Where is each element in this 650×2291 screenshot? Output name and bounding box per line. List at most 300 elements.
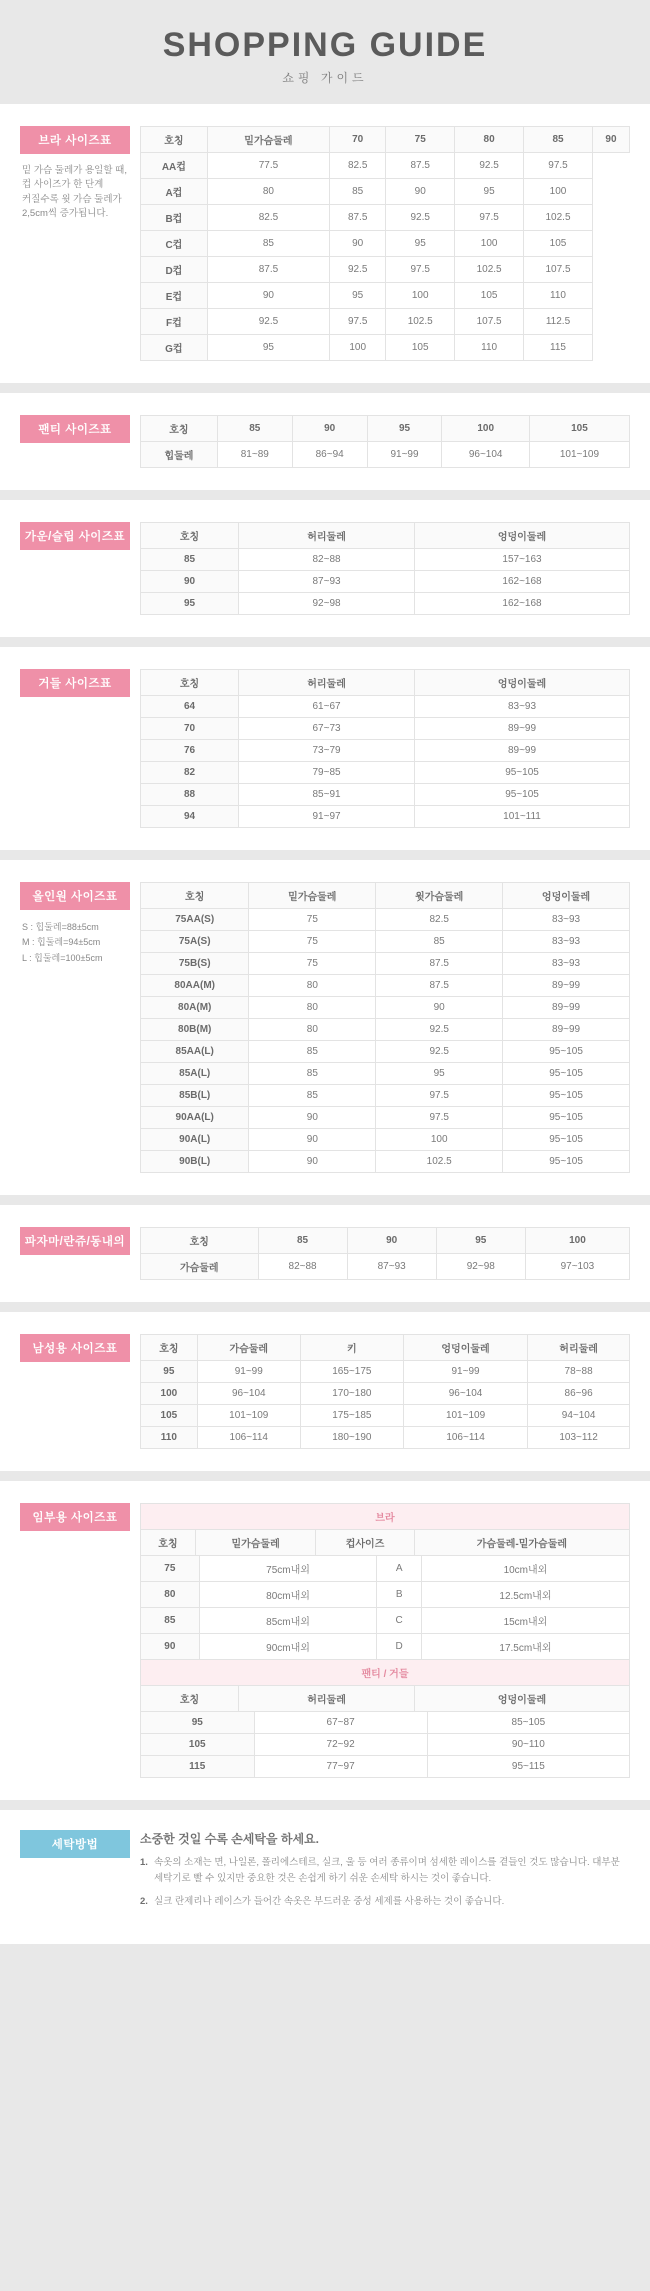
table-header-row — [141, 127, 630, 153]
table-row-header: 115 — [141, 1756, 255, 1778]
table-cell: 78~88 — [528, 1361, 630, 1383]
table-cell: 89~99 — [503, 975, 630, 997]
section-maternity — [0, 1481, 650, 1800]
table-header-cell: 엉덩이둘레 — [403, 1335, 527, 1361]
section-note: 밑 가슴 둘레가 용일할 때, 컵 사이즈가 한 단계 커질수록 윗 가슴 둘레가 2,5cm씩 증가됩니다. — [22, 165, 127, 219]
table-cell: 110 — [524, 283, 593, 309]
section-5 — [0, 860, 650, 1195]
table-cell: 101~111 — [415, 806, 630, 828]
table-header-cell: 호칭 — [141, 523, 239, 549]
table-row-header: B컵 — [141, 205, 208, 231]
table-header-cell: 가슴둘레-밑가슴둘레 — [414, 1530, 629, 1556]
table-cell: 90 — [386, 179, 455, 205]
table-cell: 97.5 — [330, 309, 386, 335]
table-row — [141, 1107, 630, 1129]
table-header-cell: 95 — [367, 416, 442, 442]
table-cell: 80cm내외 — [199, 1582, 377, 1608]
table-row — [141, 909, 630, 931]
table-header-cell: 엉덩이둘레 — [503, 883, 630, 909]
section-tag-maternity: 임부용 사이즈표 — [20, 1503, 130, 1531]
table-header-cell: 호칭 — [141, 1335, 198, 1361]
table-cell: 170~180 — [300, 1383, 403, 1405]
table-cell: 95 — [376, 1063, 503, 1085]
table-row — [141, 309, 630, 335]
table-cell: 162~168 — [415, 593, 630, 615]
table-row — [141, 571, 630, 593]
maternity-bra-body — [140, 1555, 630, 1660]
section-right-maternity — [140, 1503, 630, 1778]
section-left — [20, 669, 140, 697]
table-cell: 90 — [249, 1107, 376, 1129]
table-row — [141, 718, 630, 740]
table-header-cell: 키 — [300, 1335, 403, 1361]
table-cell: 67~73 — [239, 718, 415, 740]
table-cell: B — [377, 1582, 422, 1608]
table-cell: 100 — [524, 179, 593, 205]
table-row-header: 85A(L) — [141, 1063, 249, 1085]
section-divider — [0, 850, 650, 860]
table-row — [141, 549, 630, 571]
table-row-header: 90A(L) — [141, 1129, 249, 1151]
table-cell: 82.5 — [376, 909, 503, 931]
table-header-cell: 75 — [386, 127, 455, 153]
section-divider — [0, 637, 650, 647]
table-cell: 107.5 — [524, 257, 593, 283]
section-1 — [0, 104, 650, 383]
table-cell: 97~103 — [525, 1254, 629, 1280]
table-cell: 180~190 — [300, 1427, 403, 1449]
table-cell: 100 — [455, 231, 524, 257]
table-cell: 90 — [330, 231, 386, 257]
table-cell: 157~163 — [415, 549, 630, 571]
table-row-header: 70 — [141, 718, 239, 740]
table-header-cell: 허리둘레 — [239, 523, 415, 549]
table-cell: 92.5 — [376, 1019, 503, 1041]
table-cell: 82.5 — [207, 205, 329, 231]
table-header-row — [141, 1686, 630, 1712]
table-cell: 101~109 — [197, 1405, 300, 1427]
section-right — [140, 882, 630, 1173]
table-row-header: A컵 — [141, 179, 208, 205]
size-table — [140, 415, 630, 468]
section-left — [20, 1227, 140, 1255]
table-cell: 96~104 — [442, 442, 529, 468]
table-cell: 101~109 — [529, 442, 629, 468]
table-row — [141, 1129, 630, 1151]
table-cell: 95~105 — [415, 762, 630, 784]
section-left — [20, 882, 140, 966]
table-cell: 17.5cm내외 — [421, 1634, 629, 1660]
table-cell: 101~109 — [403, 1405, 527, 1427]
table-row-header: 80A(M) — [141, 997, 249, 1019]
table-row — [141, 1383, 630, 1405]
table-row — [141, 975, 630, 997]
section-left — [20, 522, 140, 550]
table-row-header: 75A(S) — [141, 931, 249, 953]
section-tag: 브라 사이즈표 — [20, 126, 130, 154]
table-cell: 77~97 — [254, 1756, 427, 1778]
table-header-cell: 85 — [524, 127, 593, 153]
table-cell: 106~114 — [403, 1427, 527, 1449]
table-cell: 95~105 — [415, 784, 630, 806]
size-chart-sections — [0, 104, 650, 1471]
table-cell: 102.5 — [376, 1151, 503, 1173]
table-row — [141, 283, 630, 309]
section-2 — [0, 393, 650, 490]
table-row — [141, 179, 630, 205]
table-cell: 102.5 — [524, 205, 593, 231]
table-row-header: 90AA(L) — [141, 1107, 249, 1129]
table-cell: 82~88 — [258, 1254, 347, 1280]
table-row-header: 90 — [141, 1634, 200, 1660]
table-row — [141, 205, 630, 231]
table-row — [141, 231, 630, 257]
table-header-cell: 호칭 — [141, 416, 218, 442]
wash-title: 소중한 것일 수록 손세탁을 하세요. — [140, 1832, 319, 1846]
table-cell: 95~105 — [503, 1063, 630, 1085]
table-cell: 97.5 — [455, 205, 524, 231]
table-cell: 105 — [386, 335, 455, 361]
wash-item-text: 속옷의 소재는 면, 나일론, 폴리에스테르, 실크, 울 등 여러 종류이며 섬세한 레이스를 곁들인 것도 많습니다. 대부분 세탁기로 빨 수 있지만 중요한 것은 손쉽게 하기 쉬운 손세탁 하시는 것이 좋습니다. — [154, 1857, 620, 1884]
table-cell: 97.5 — [524, 153, 593, 179]
section-divider — [0, 490, 650, 500]
table-cell: 83~93 — [415, 696, 630, 718]
table-cell: 115 — [524, 335, 593, 361]
table-row — [141, 1151, 630, 1173]
table-row-header: 85 — [141, 549, 239, 571]
table-cell: 87.5 — [330, 205, 386, 231]
table-header-cell: 70 — [330, 127, 386, 153]
table-header-row — [141, 416, 630, 442]
table-header-cell: 90 — [592, 127, 629, 153]
table-cell: 96~104 — [403, 1383, 527, 1405]
table-cell: 85 — [249, 1085, 376, 1107]
table-row-header: 80AA(M) — [141, 975, 249, 997]
table-cell: 83~93 — [503, 931, 630, 953]
table-row-header: AA컵 — [141, 153, 208, 179]
table-row-header: 64 — [141, 696, 239, 718]
table-row — [141, 335, 630, 361]
table-row-header: 75AA(S) — [141, 909, 249, 931]
table-cell: 165~175 — [300, 1361, 403, 1383]
section-left — [20, 1334, 140, 1362]
table-cell: 75 — [249, 909, 376, 931]
table-cell: 92.5 — [330, 257, 386, 283]
table-row-header: F컵 — [141, 309, 208, 335]
table-row — [141, 1712, 630, 1734]
section-tag: 남성용 사이즈표 — [20, 1334, 130, 1362]
table-cell: 91~99 — [197, 1361, 300, 1383]
table-cell: 95~105 — [503, 1041, 630, 1063]
table-row-header: 76 — [141, 740, 239, 762]
wash-list-item — [140, 1855, 630, 1886]
table-row — [141, 593, 630, 615]
table-row — [141, 740, 630, 762]
table-cell: 95~105 — [503, 1129, 630, 1151]
table-cell: 82~88 — [239, 549, 415, 571]
section-left — [20, 126, 140, 221]
table-cell: 92.5 — [207, 309, 329, 335]
table-header-cell: 밑가슴둘레 — [207, 127, 329, 153]
table-cell: 82.5 — [330, 153, 386, 179]
table-cell: 83~93 — [503, 953, 630, 975]
table-cell: 100 — [330, 335, 386, 361]
table-row — [141, 1634, 630, 1660]
table-cell: 105 — [455, 283, 524, 309]
table-header-row — [141, 523, 630, 549]
section-4 — [0, 647, 650, 850]
size-table — [140, 522, 630, 615]
table-header-cell: 80 — [455, 127, 524, 153]
table-row-header: 75 — [141, 1556, 200, 1582]
table-header-row — [141, 1335, 630, 1361]
table-cell: 61~67 — [239, 696, 415, 718]
table-row-header: 85AA(L) — [141, 1041, 249, 1063]
table-cell: 97.5 — [386, 257, 455, 283]
table-cell: 94~104 — [528, 1405, 630, 1427]
section-left — [20, 415, 140, 443]
table-row-header: 80 — [141, 1582, 200, 1608]
table-cell: 89~99 — [415, 740, 630, 762]
maternity-bra-table — [140, 1503, 630, 1556]
table-row-header: 80B(M) — [141, 1019, 249, 1041]
table-header-row — [141, 1530, 630, 1556]
table-cell: 92~98 — [239, 593, 415, 615]
section-right — [140, 1334, 630, 1449]
table-cell: 67~87 — [254, 1712, 427, 1734]
table-cell: 12.5cm내외 — [421, 1582, 629, 1608]
table-header-cell: 85 — [258, 1228, 347, 1254]
section-note: S : 힙둘레=88±5cm M : 힙둘레=94±5cm L : 힙둘레=100±5cm — [22, 922, 103, 963]
table-cell: 86~96 — [528, 1383, 630, 1405]
table-row-header: 82 — [141, 762, 239, 784]
section-right — [140, 415, 630, 468]
section-7 — [0, 1312, 650, 1471]
table-row-header: 94 — [141, 806, 239, 828]
table-header-cell: 엉덩이둘레 — [415, 523, 630, 549]
page-title: SHOPPING GUIDE — [162, 26, 488, 64]
table-cell: 90cm내외 — [199, 1634, 377, 1660]
section-left-maternity — [20, 1503, 140, 1531]
table-header-cell: 가슴둘레 — [197, 1335, 300, 1361]
table-cell: 92~98 — [436, 1254, 525, 1280]
table-header-cell: 밑가슴둘레 — [195, 1530, 315, 1556]
table-cell: 95~105 — [503, 1085, 630, 1107]
table-header-cell: 호칭 — [141, 1686, 239, 1712]
table-row-header: 85 — [141, 1608, 200, 1634]
section-tag: 가운/슬립 사이즈표 — [20, 522, 130, 550]
section-divider — [0, 1800, 650, 1810]
table-row-header: E컵 — [141, 283, 208, 309]
table-header-cell: 밑가슴둘레 — [249, 883, 376, 909]
maternity-panty-table — [140, 1659, 630, 1712]
section-left-wash — [20, 1830, 140, 1858]
table-cell: 87.5 — [376, 953, 503, 975]
table-row — [141, 784, 630, 806]
table-row — [141, 997, 630, 1019]
table-cell: 87.5 — [207, 257, 329, 283]
section-tag: 올인원 사이즈표 — [20, 882, 130, 910]
section-divider — [0, 383, 650, 393]
table-cell: 102.5 — [386, 309, 455, 335]
table-header-cell: 105 — [529, 416, 629, 442]
table-cell: 95 — [207, 335, 329, 361]
table-cell: 86~94 — [292, 442, 367, 468]
table-row — [141, 1608, 630, 1634]
table-cell: 106~114 — [197, 1427, 300, 1449]
table-cell: 80 — [249, 1019, 376, 1041]
table-cell: 95~115 — [427, 1756, 629, 1778]
table-row-header: 85B(L) — [141, 1085, 249, 1107]
table-cell: 91~99 — [367, 442, 442, 468]
section-wash — [0, 1810, 650, 1944]
table-header-cell: 90 — [347, 1228, 436, 1254]
table-cell: 92.5 — [455, 153, 524, 179]
table-row — [141, 257, 630, 283]
table-cell: 90 — [249, 1151, 376, 1173]
table-header-row — [141, 670, 630, 696]
table-row-header: 90 — [141, 571, 239, 593]
table-header-cell: 호칭 — [141, 127, 208, 153]
table-header-cell: 호칭 — [141, 1530, 196, 1556]
table-header-cell: 100 — [525, 1228, 629, 1254]
table-cell: D — [377, 1634, 422, 1660]
table-cell: 112.5 — [524, 309, 593, 335]
table-row-header: 가슴둘레 — [141, 1254, 259, 1280]
section-tag: 파자마/란쥬/동내의 — [20, 1227, 130, 1255]
table-row-header: 110 — [141, 1427, 198, 1449]
section-3 — [0, 500, 650, 637]
table-row-header: C컵 — [141, 231, 208, 257]
table-row — [141, 1582, 630, 1608]
table-cell: 73~79 — [239, 740, 415, 762]
section-right — [140, 1227, 630, 1280]
table-cell: 85~105 — [427, 1712, 629, 1734]
table-row-header: 95 — [141, 593, 239, 615]
table-cell: 90 — [249, 1129, 376, 1151]
group-header-panty: 팬티 / 거들 — [141, 1660, 630, 1686]
table-row — [141, 1427, 630, 1449]
size-table — [140, 126, 630, 361]
table-cell: 85 — [249, 1041, 376, 1063]
table-cell: C — [377, 1608, 422, 1634]
table-row-header: 95 — [141, 1361, 198, 1383]
table-row — [141, 953, 630, 975]
section-divider — [0, 1302, 650, 1312]
table-cell: 10cm내외 — [421, 1556, 629, 1582]
table-row — [141, 1405, 630, 1427]
table-cell: 72~92 — [254, 1734, 427, 1756]
table-header-cell: 95 — [436, 1228, 525, 1254]
table-cell: 83~93 — [503, 909, 630, 931]
size-table — [140, 1227, 630, 1280]
table-cell: 85 — [249, 1063, 376, 1085]
table-cell: 100 — [376, 1129, 503, 1151]
table-cell: 95 — [330, 283, 386, 309]
size-table — [140, 1334, 630, 1449]
table-row-header: 105 — [141, 1405, 198, 1427]
table-cell: 75 — [249, 931, 376, 953]
table-cell: 81~89 — [217, 442, 292, 468]
table-row — [141, 1085, 630, 1107]
table-row — [141, 696, 630, 718]
table-cell: 85 — [207, 231, 329, 257]
wash-item-number: 2. — [140, 1896, 148, 1908]
table-cell: 87~93 — [347, 1254, 436, 1280]
table-cell: 87~93 — [239, 571, 415, 593]
table-cell: 79~85 — [239, 762, 415, 784]
table-row — [141, 1019, 630, 1041]
table-cell: 85 — [330, 179, 386, 205]
table-header-cell: 허리둘레 — [528, 1335, 630, 1361]
table-cell: 85 — [376, 931, 503, 953]
table-cell: 75cm내외 — [199, 1556, 377, 1582]
table-cell: A — [377, 1556, 422, 1582]
size-table — [140, 669, 630, 828]
table-cell: 77.5 — [207, 153, 329, 179]
table-cell: 80 — [207, 179, 329, 205]
group-header-bra: 브라 — [141, 1504, 630, 1530]
table-row-header: 힙둘레 — [141, 442, 218, 468]
table-row — [141, 442, 630, 468]
table-cell: 90~110 — [427, 1734, 629, 1756]
table-header-cell: 컵사이즈 — [316, 1530, 415, 1556]
table-cell: 92.5 — [386, 205, 455, 231]
table-header-cell: 호칭 — [141, 1228, 259, 1254]
section-right — [140, 126, 630, 361]
page-header — [0, 0, 650, 104]
section-tag: 팬티 사이즈표 — [20, 415, 130, 443]
table-cell: 87.5 — [376, 975, 503, 997]
table-row — [141, 1361, 630, 1383]
table-row — [141, 931, 630, 953]
table-row-header: 95 — [141, 1712, 255, 1734]
maternity-panty-body — [140, 1711, 630, 1778]
table-cell: 95 — [386, 231, 455, 257]
table-row-header: 90B(L) — [141, 1151, 249, 1173]
table-cell: 97.5 — [376, 1107, 503, 1129]
table-header-cell: 85 — [217, 416, 292, 442]
page-subtitle: 쇼핑 가이드 — [282, 71, 368, 85]
table-row — [141, 153, 630, 179]
table-row — [141, 1734, 630, 1756]
table-cell: 80 — [249, 997, 376, 1019]
table-cell: 100 — [386, 283, 455, 309]
table-cell: 89~99 — [503, 1019, 630, 1041]
table-cell: 91~97 — [239, 806, 415, 828]
table-row — [141, 1041, 630, 1063]
table-cell: 103~112 — [528, 1427, 630, 1449]
table-cell: 87.5 — [386, 153, 455, 179]
table-cell: 110 — [455, 335, 524, 361]
wash-list — [140, 1855, 630, 1910]
table-cell: 92.5 — [376, 1041, 503, 1063]
table-row — [141, 1556, 630, 1582]
table-cell: 89~99 — [415, 718, 630, 740]
table-cell: 107.5 — [455, 309, 524, 335]
table-cell: 162~168 — [415, 571, 630, 593]
table-header-cell: 호칭 — [141, 670, 239, 696]
wash-content — [140, 1830, 630, 1918]
table-row — [141, 762, 630, 784]
table-row — [141, 1756, 630, 1778]
table-row — [141, 806, 630, 828]
table-cell: 175~185 — [300, 1405, 403, 1427]
section-tag: 거들 사이즈표 — [20, 669, 130, 697]
table-row-header: G컵 — [141, 335, 208, 361]
section-divider — [0, 1195, 650, 1205]
table-row-header: 88 — [141, 784, 239, 806]
